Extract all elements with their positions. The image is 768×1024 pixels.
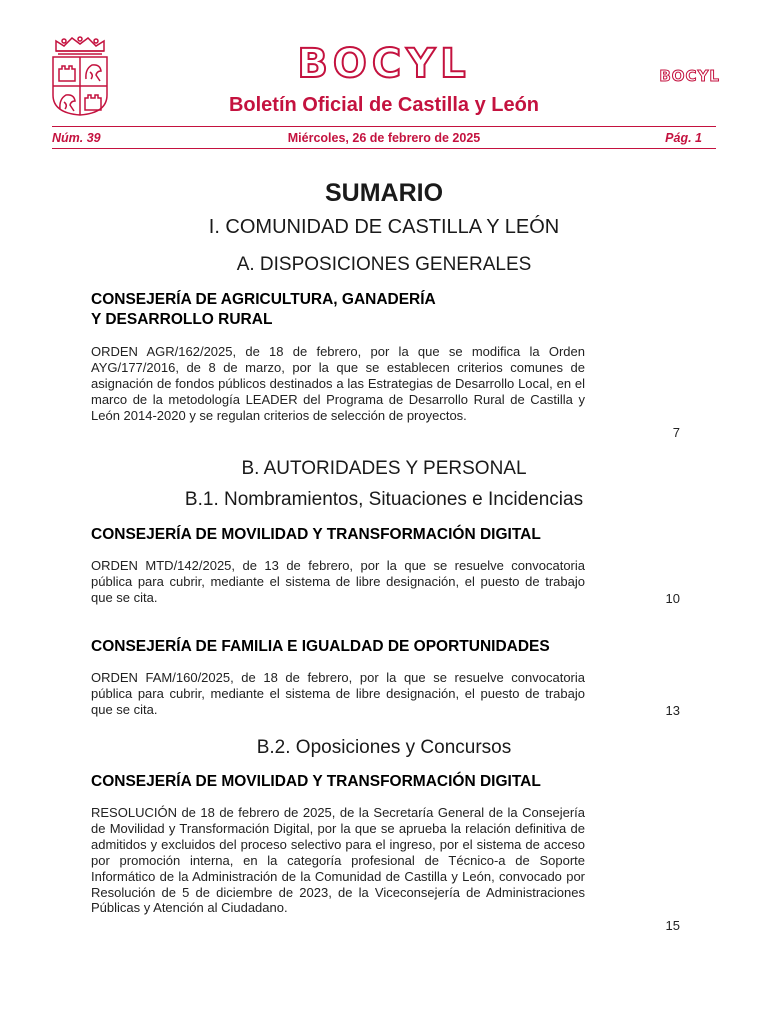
section-heading: I. COMUNIDAD DE CASTILLA Y LEÓN — [208, 216, 560, 238]
ministry-heading: CONSEJERÍA DE FAMILIA E IGUALDAD DE OPORTUNIDADES — [91, 638, 550, 655]
part-a-heading: A. DISPOSICIONES GENERALES — [236, 254, 532, 275]
part-b-heading: B. AUTORIDADES Y PERSONAL — [241, 458, 527, 479]
sumario-entry: ORDEN AGR/162/2025, de 18 de febrero, por la que se modifica la Orden AYG/177/2016, de 8 de marzo, por la que se establecen criterios comunes de asignación de fondos públicos destinados a las Estrategias de Desarrollo Local, en el marco de la metodología LEADER del Programa de Desarrollo Rural de Castilla y León 2014-2020 y se regulan criterios de selección de proyectos. — [91, 344, 585, 423]
bulletin-title: Boletín Oficial de Castilla y León — [228, 94, 540, 116]
ministry-heading: CONSEJERÍA DE MOVILIDAD Y TRANSFORMACIÓN DIGITAL — [91, 773, 541, 790]
subsection-b2-heading: B.2. Oposiciones y Concursos — [256, 737, 512, 758]
ministry-heading: CONSEJERÍA DE AGRICULTURA, GANADERÍA Y DESARROLLO RURAL — [91, 291, 436, 328]
entry-page-number: 7 — [672, 425, 680, 440]
sumario-entry: ORDEN FAM/160/2025, de 18 de febrero, por la que se resuelve convocatoria pública para cubrir, mediante el sistema de libre designación, el puesto de trabajo que se cita. — [91, 670, 585, 717]
sumario-entry: RESOLUCIÓN de 18 de febrero de 2025, de la Secretaría General de la Consejería de Movilidad y Transformación Digital, por la que se aprueba la relación definitiva de admitidos y excluidos del proceso selectivo para el ingreso, por el sistema de acceso por promoción interna, en la categoría profesional de Técnico-a de Soporte Informático de la Administración de la Comunidad de Castilla y León, convocado por Resolución de 5 de diciembre de 2023, de la Viceconsejería de Administraciones Públicas y Atención al Ciudadano. — [91, 805, 585, 916]
ministry-heading: CONSEJERÍA DE MOVILIDAD Y TRANSFORMACIÓN DIGITAL — [91, 526, 541, 543]
bocyl-logo-small: BOCYL — [659, 67, 720, 85]
entry-page-number: 15 — [665, 918, 680, 933]
header-rule-bottom — [52, 148, 716, 149]
document-title: SUMARIO — [324, 179, 444, 207]
header-rule-top — [52, 126, 716, 127]
sumario-entry: ORDEN MTD/142/2025, de 13 de febrero, por la que se resuelve convocatoria pública para cubrir, mediante el sistema de libre designación, el puesto de trabajo que se cita. — [91, 558, 585, 605]
bocyl-logo: BOCYL — [297, 41, 471, 87]
subsection-b1-heading: B.1. Nombramientos, Situaciones e Incidencias — [184, 489, 584, 510]
entry-page-number: 10 — [665, 591, 680, 606]
issue-number: Núm. 39 — [52, 131, 101, 145]
page-number: Pág. 1 — [665, 131, 702, 145]
entry-page-number: 13 — [665, 703, 680, 718]
issue-date: Miércoles, 26 de febrero de 2025 — [287, 131, 481, 145]
